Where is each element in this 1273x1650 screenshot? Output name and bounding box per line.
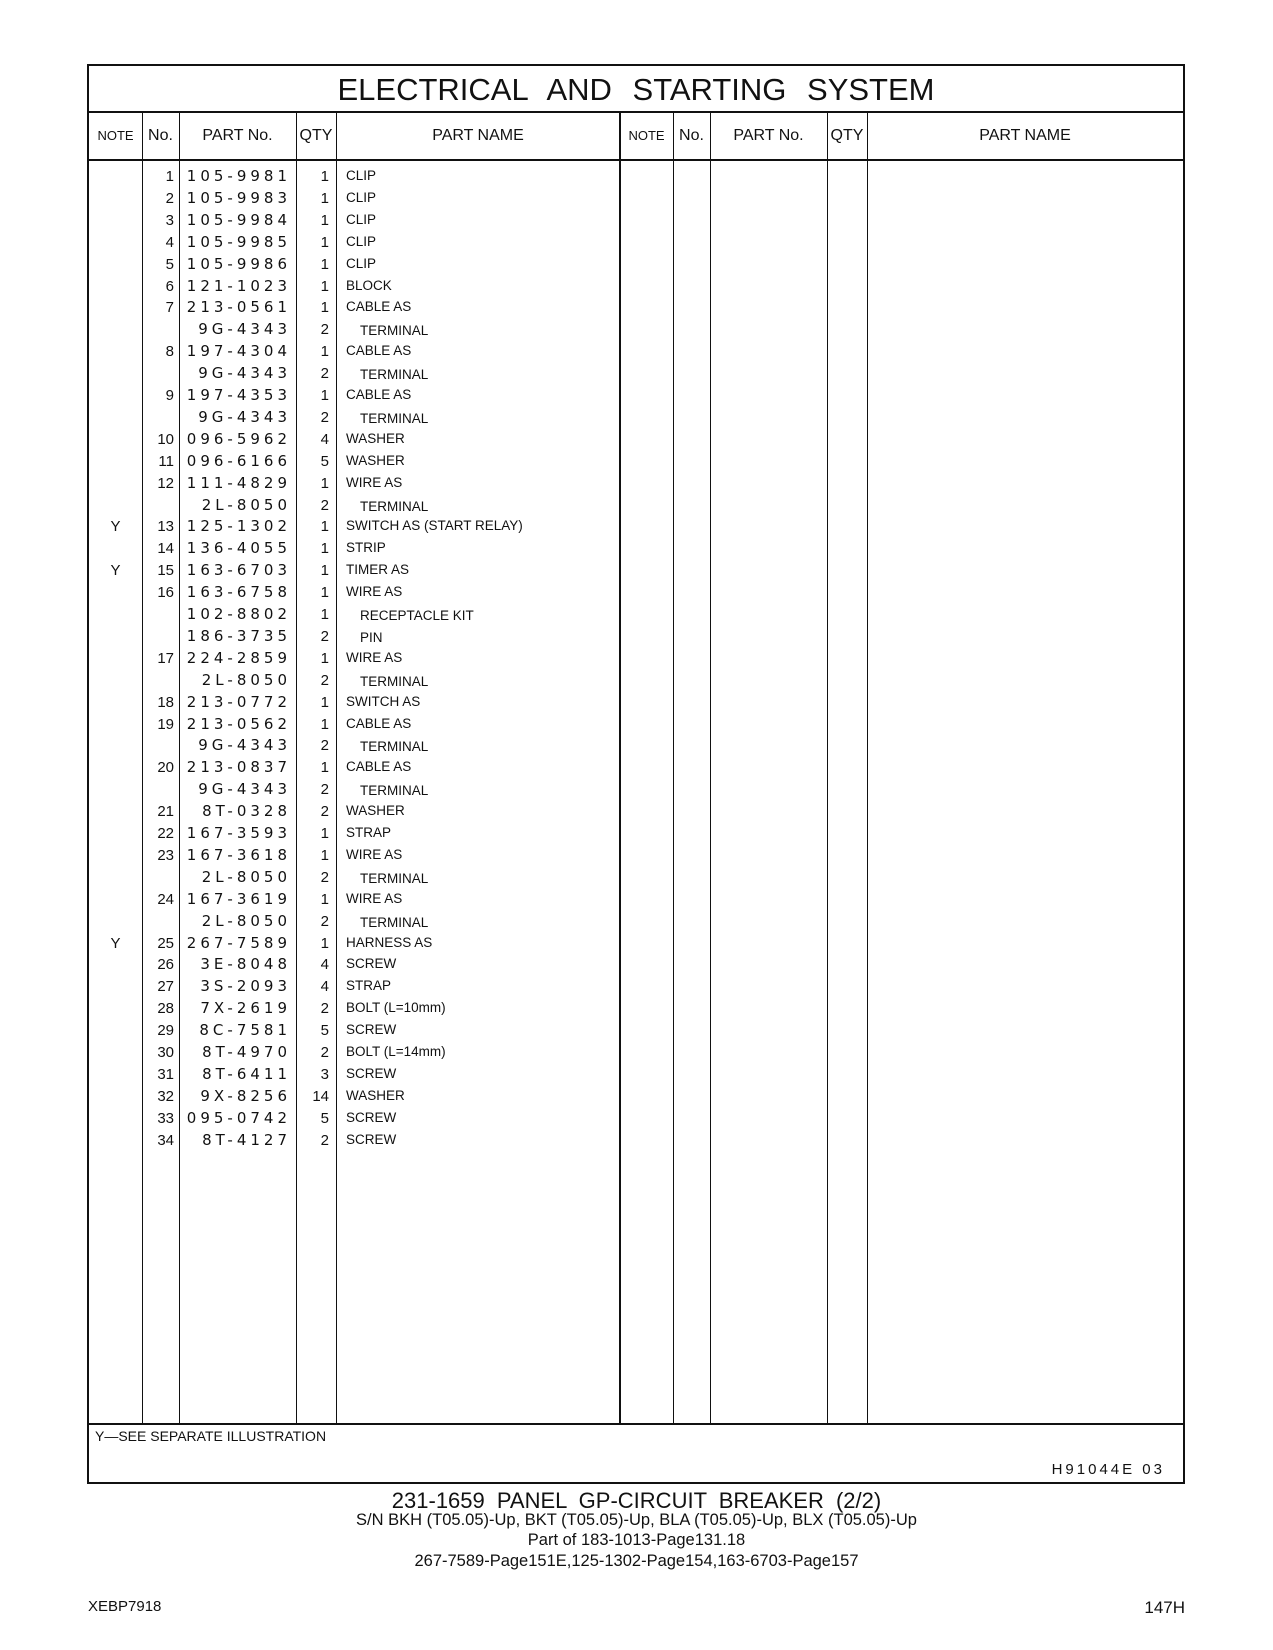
part-quantity: 4 [320,956,329,974]
part-name: CLIP [346,168,377,183]
column-divider [673,113,674,1425]
part-name: CLIP [346,233,377,249]
table-row [89,1085,649,1108]
table-row [89,515,649,538]
part-quantity: 1 [320,474,329,492]
part-index: 12 [157,474,174,492]
part-index: 17 [157,649,174,667]
part-name: BOLT (L=10mm) [346,1000,446,1016]
caption-part-of: Part of 183-1013-Page131.18 [527,1531,746,1549]
part-number: 8T-4970 [202,1043,291,1061]
part-note: Y [110,518,121,536]
header-part-no-right: PART No. [733,127,804,144]
part-number: 197-4304 [186,342,291,361]
table-row [89,603,649,626]
table-row [89,450,649,473]
part-name: WASHER [346,1087,405,1103]
part-note: Y [110,934,121,952]
part-index: 33 [157,1109,174,1127]
table-row [89,1063,649,1086]
part-name: BLOCK [346,277,392,293]
column-divider [827,113,828,1425]
part-index: 18 [157,693,174,711]
part-number: 096-6166 [186,451,291,470]
part-name: TERMINAL [360,783,429,799]
table-row [89,428,649,451]
part-name: TERMINAL [360,323,429,339]
part-quantity: 1 [320,299,329,317]
part-quantity: 2 [320,671,329,689]
part-quantity: 14 [312,1087,329,1105]
part-name: STRIP [346,540,386,556]
table-row [89,910,649,933]
table-row [89,537,649,560]
parts-table-frame [87,64,1185,1484]
part-quantity: 1 [320,277,329,295]
table-row [89,1107,649,1130]
part-index: 34 [157,1131,174,1149]
part-name: WIRE AS [346,649,403,665]
part-quantity: 1 [320,649,329,667]
illustration-code: H91044E 03 [1051,1461,1165,1478]
part-number: 105-9985 [186,232,291,251]
part-index: 14 [157,540,174,558]
part-number: 3S-2093 [200,977,291,996]
part-name: HARNESS AS [346,934,433,950]
part-index: 4 [165,233,174,251]
table-row [89,713,649,736]
part-name: TERMINAL [360,870,429,886]
part-quantity: 1 [320,387,329,404]
part-number: 111-4829 [186,473,291,492]
table-row [89,340,649,363]
part-name: SCREW [346,956,397,972]
page-number: 147H [1144,1598,1185,1617]
part-index: 31 [157,1065,174,1083]
part-number: 2L-8050 [201,867,291,886]
part-quantity: 2 [320,781,329,799]
part-name: SCREW [346,1131,397,1147]
header-qty-left: QTY [299,127,333,144]
part-quantity: 1 [320,343,329,361]
table-row [89,866,649,889]
part-name: TIMER AS [346,562,410,578]
part-quantity: 1 [320,759,329,777]
part-number: 8T-0328 [202,802,291,821]
part-index: 2 [165,189,174,207]
table-row [89,384,649,407]
part-index: 6 [165,277,174,295]
caption-group-title: 231-1659 PANEL GP-CIRCUIT BREAKER (2/2) [391,1488,882,1513]
part-name: CABLE AS [346,299,412,315]
table-row [89,953,649,976]
table-row [89,1041,649,1064]
table-row [89,1129,649,1152]
part-quantity: 4 [320,978,329,996]
part-number: 9G-4343 [198,407,291,426]
header-no-left: No. [148,127,173,144]
part-quantity: 5 [320,1022,329,1040]
part-quantity: 1 [320,934,329,952]
page-title: ELECTRICAL AND STARTING SYSTEM [89,66,1183,113]
part-number: 105-9984 [186,210,291,229]
part-index: 24 [157,890,174,908]
part-quantity: 2 [320,1000,329,1018]
part-quantity: 1 [320,168,329,185]
part-index: 15 [157,562,174,580]
part-name: PIN [360,629,383,645]
part-name: WIRE AS [346,584,403,600]
part-quantity: 2 [320,627,329,645]
column-divider [867,113,868,1425]
table-row [89,559,649,582]
part-note: Y [110,562,121,580]
part-index: 22 [157,825,174,842]
part-index: 1 [165,168,174,185]
part-name: SWITCH AS [346,693,421,709]
table-row [89,734,649,757]
part-name: TERMINAL [360,410,429,426]
part-number: 186-3735 [186,626,291,645]
part-name: TERMINAL [360,739,429,755]
part-quantity: 5 [320,452,329,470]
document-id: XEBP7918 [88,1598,162,1615]
table-row [89,975,649,998]
part-number: 121-1023 [186,276,291,295]
part-number: 7X-2619 [200,999,291,1018]
footnote: Y—SEE SEPARATE ILLUSTRATION [95,1428,327,1444]
part-index: 3 [165,211,174,229]
part-number: 105-9983 [186,188,291,207]
column-divider [710,113,711,1425]
table-row [89,494,649,517]
table-row [89,997,649,1020]
part-quantity: 1 [320,189,329,207]
part-number: 096-5962 [186,429,291,448]
part-number: 8T-6411 [202,1064,291,1083]
header-part-no-left: PART No. [202,127,273,144]
part-index: 30 [157,1044,174,1061]
part-quantity: 5 [320,1109,329,1127]
table-row [89,362,649,385]
part-number: 197-4353 [186,386,291,404]
part-quantity: 2 [320,408,329,426]
part-index: 28 [157,1000,174,1018]
part-name: SCREW [346,1109,397,1125]
table-body-bottom-rule [89,1423,1183,1425]
part-quantity: 1 [320,562,329,580]
table-row [89,581,649,604]
part-number: 163-6703 [186,561,291,580]
part-number: 213-0837 [186,758,291,777]
part-name: CABLE AS [346,387,412,402]
part-number: 9G-4343 [198,780,291,799]
part-quantity: 1 [320,540,329,558]
part-quantity: 2 [320,1044,329,1061]
table-row [89,756,649,779]
part-name: CLIP [346,189,377,205]
part-quantity: 4 [320,430,329,448]
part-number: 213-0772 [186,692,291,711]
part-number: 213-0562 [186,714,291,733]
part-index: 11 [158,452,174,470]
part-index: 27 [157,978,174,996]
part-number: 102-8802 [186,605,291,623]
table-row [89,275,649,298]
part-name: WIRE AS [346,890,403,906]
part-quantity: 1 [320,584,329,602]
part-name: WASHER [346,803,405,819]
part-quantity: 1 [320,890,329,908]
part-number: 224-2859 [186,648,291,667]
part-quantity: 1 [320,211,329,229]
part-index: 21 [157,803,174,821]
part-index: 20 [157,759,174,777]
part-number: 095-0742 [186,1108,291,1127]
part-number: 8T-4127 [202,1130,291,1149]
part-name: WIRE AS [346,474,403,490]
part-quantity: 1 [320,715,329,733]
part-quantity: 1 [320,825,329,842]
part-name: STRAP [346,825,392,840]
part-number: 3E-8048 [200,955,291,974]
part-number: 163-6758 [186,583,291,602]
part-index: 8 [165,343,174,361]
header-note-left: NOTE [97,128,134,143]
table-row [89,231,649,254]
part-number: 213-0561 [186,298,291,317]
part-index: 13 [157,518,174,536]
table-row [89,187,649,210]
part-name: TERMINAL [360,673,429,689]
part-index: 10 [157,430,174,448]
part-quantity: 1 [320,606,329,623]
part-name: TERMINAL [360,367,429,383]
table-row [89,209,649,232]
table-row [89,472,649,495]
part-index: 7 [165,299,174,317]
part-quantity: 1 [320,693,329,711]
table-row [89,296,649,319]
part-number: 2L-8050 [201,670,291,689]
part-name: SCREW [346,1065,397,1081]
header-part-name-right: PART NAME [979,127,1071,144]
part-number: 136-4055 [186,539,291,558]
part-quantity: 1 [320,255,329,273]
part-number: 267-7589 [186,933,291,952]
part-index: 26 [157,956,174,974]
part-number: 105-9981 [186,167,291,185]
part-name: CABLE AS [346,715,412,731]
part-number: 167-3593 [186,824,291,842]
part-number: 9G-4343 [198,364,291,383]
part-number: 8C-7581 [199,1021,291,1040]
table-row [89,647,649,670]
part-quantity: 2 [320,1131,329,1149]
part-quantity: 1 [320,518,329,536]
table-row [89,800,649,823]
part-name: TERMINAL [360,498,429,514]
part-index: 23 [157,846,174,864]
part-name: STRAP [346,978,392,994]
part-name: WASHER [346,452,405,468]
table-row [89,844,649,867]
part-index: 9 [165,387,174,404]
table-row [89,691,649,714]
part-index: 25 [157,934,174,952]
part-number: 2L-8050 [201,911,291,930]
part-name: RECEPTACLE KIT [360,608,474,623]
table-row [89,822,649,845]
part-quantity: 2 [320,868,329,886]
part-quantity: 1 [320,846,329,864]
header-no-right: No. [679,127,704,144]
part-quantity: 1 [320,233,329,251]
table-row [89,625,649,648]
table-row [89,888,649,911]
part-index: 29 [157,1022,174,1040]
table-row [89,1019,649,1042]
header-qty-right: QTY [830,127,864,144]
table-row [89,932,649,955]
header-note-right: NOTE [628,128,665,143]
caption-references: 267-7589-Page151E,125-1302-Page154,163-6703-Page157 [414,1552,859,1570]
part-name: SWITCH AS (START RELAY) [346,518,523,534]
table-row [89,253,649,276]
part-name: BOLT (L=14mm) [346,1044,446,1059]
table-row [89,318,649,341]
table-row [89,778,649,801]
part-quantity: 2 [320,321,329,339]
table-row [89,165,649,188]
part-name: CABLE AS [346,343,412,359]
part-name: SCREW [346,1022,397,1038]
part-number: 9G-4343 [198,736,291,755]
part-index: 32 [157,1087,174,1105]
part-number: 105-9986 [186,254,291,273]
part-name: CABLE AS [346,759,412,775]
part-quantity: 2 [320,912,329,930]
part-name: WIRE AS [346,846,403,862]
part-quantity: 2 [320,496,329,514]
part-number: 167-3618 [186,845,291,864]
part-name: TERMINAL [360,914,429,930]
part-name: CLIP [346,211,377,227]
part-name: CLIP [346,255,377,271]
part-number: 2L-8050 [201,495,291,514]
part-number: 167-3619 [186,889,291,908]
part-number: 9G-4343 [198,320,291,339]
part-quantity: 2 [320,737,329,755]
part-quantity: 3 [320,1065,329,1083]
part-number: 9X-8256 [200,1086,291,1105]
part-quantity: 2 [320,365,329,383]
part-number: 125-1302 [186,517,291,536]
table-row [89,669,649,692]
part-index: 19 [157,715,174,733]
header-part-name-left: PART NAME [432,127,524,144]
part-index: 16 [157,584,174,602]
part-name: WASHER [346,430,405,446]
caption-serial-numbers: S/N BKH (T05.05)-Up, BKT (T05.05)-Up, BLA (T05.05)-Up, BLX (T05.05)-Up [356,1511,917,1529]
part-index: 5 [165,255,174,273]
table-header [89,113,1183,161]
table-row [89,406,649,429]
part-quantity: 2 [320,803,329,821]
